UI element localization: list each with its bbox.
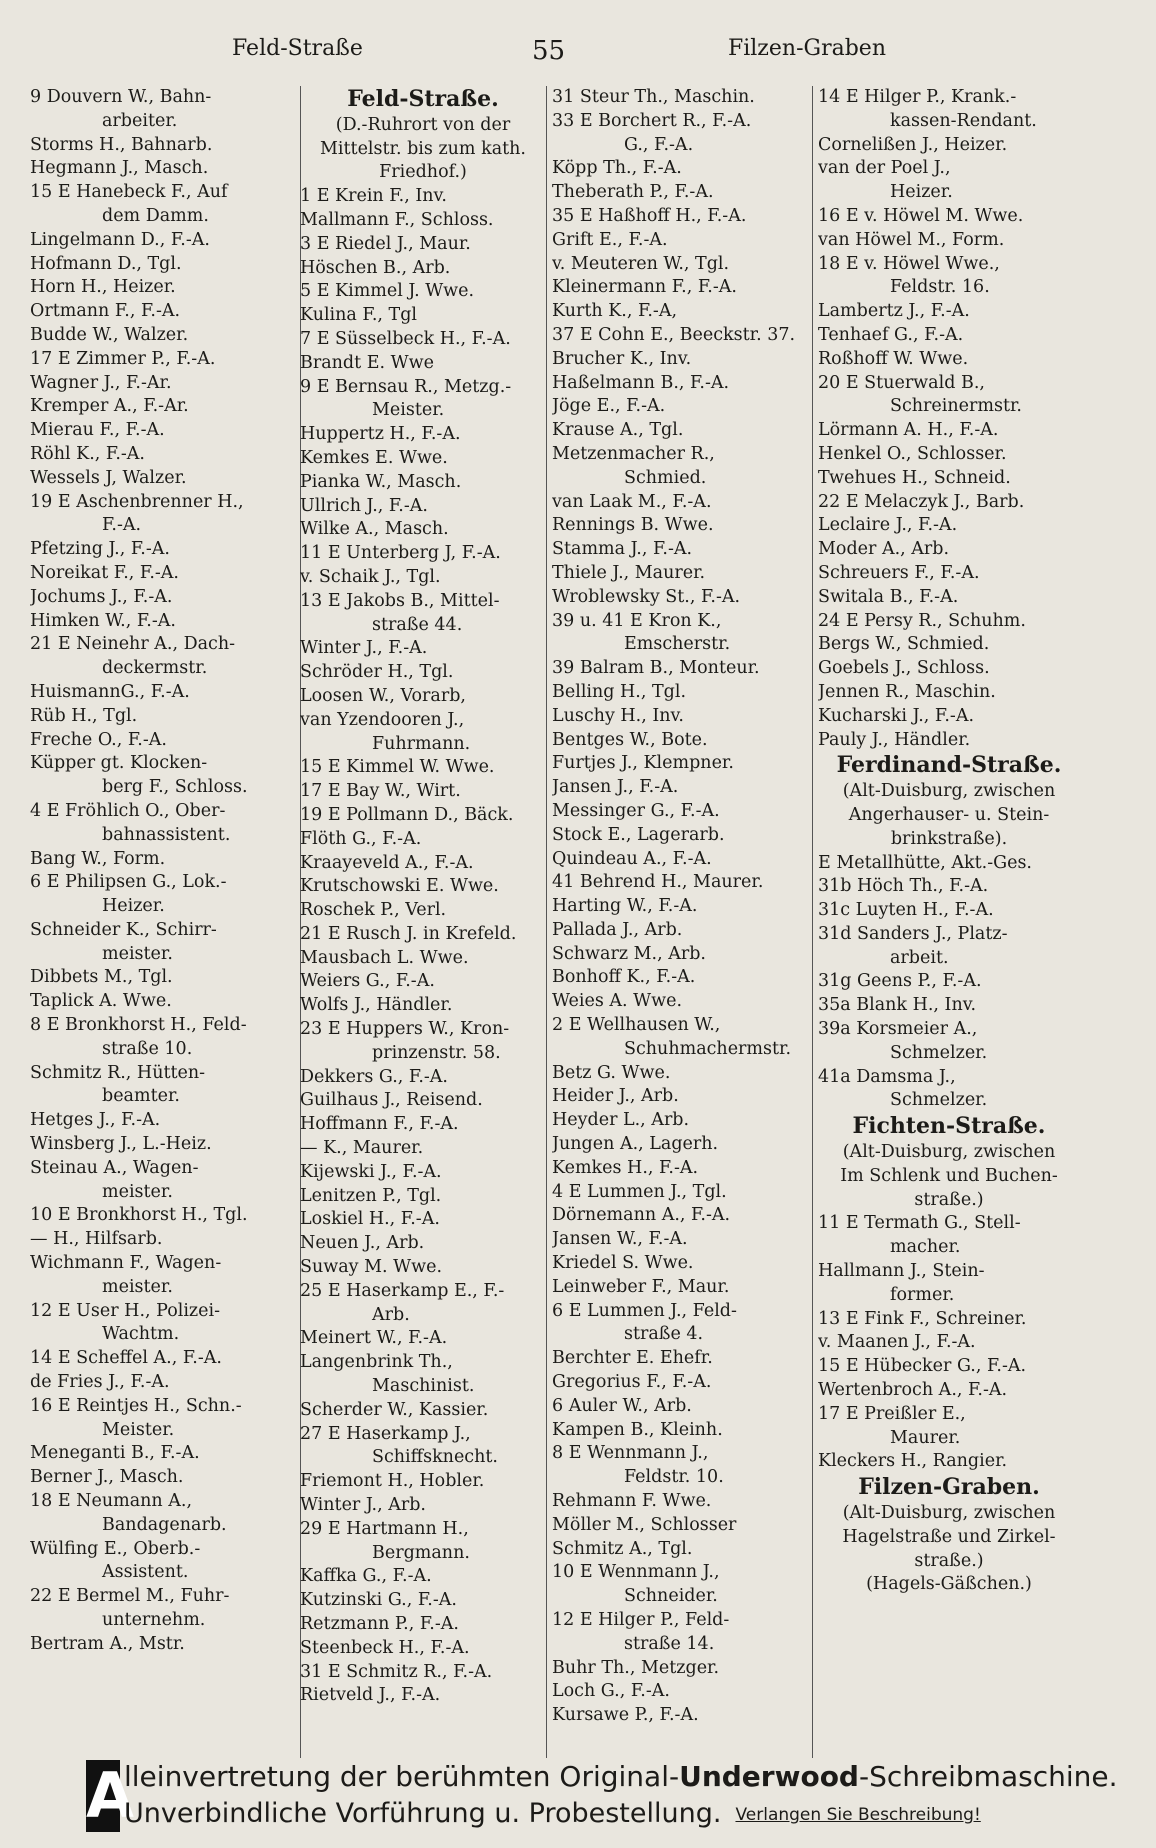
advertisement-footer <box>60 1759 1118 1840</box>
directory-entry: Wroblewsky St., F.-A. <box>552 586 741 607</box>
directory-entry: Lenitzen P., Tgl. <box>300 1185 442 1206</box>
page-header <box>0 36 1156 76</box>
directory-entry: Lingelmann D., F.-A. <box>30 229 210 250</box>
directory-entry: Langenbrink Th., <box>300 1352 453 1373</box>
directory-entry: de Fries J., F.-A. <box>30 1372 170 1393</box>
directory-entry: Loch G., F.-A. <box>552 1681 670 1702</box>
column-3 <box>552 86 810 1754</box>
directory-entry: Wülfing E., Oberb.- <box>30 1538 201 1559</box>
directory-entry: 17 E Preißler E., <box>818 1403 966 1424</box>
directory-entry: Weiers G., F.-A. <box>300 971 435 992</box>
directory-entry-continuation: Heizer. <box>890 182 953 203</box>
directory-entry: Schneider K., Schirr- <box>30 919 217 940</box>
directory-entry: Furtjes J., Klempner. <box>552 753 734 774</box>
directory-entry: Mierau F., F.-A. <box>30 420 165 441</box>
directory-entry-continuation: Maschinist. <box>372 1376 475 1397</box>
directory-entry: 31 E Schmitz R., F.-A. <box>300 1661 493 1682</box>
directory-entry: — H., Hilfsarb. <box>30 1229 163 1250</box>
directory-entry: Cornelißen J., Heizer. <box>818 134 1008 155</box>
street-description: Angerhauser- u. Stein- <box>848 804 1050 825</box>
directory-entry-continuation: Schmelzer. <box>890 1042 988 1063</box>
directory-entry: Winter J., Arb. <box>300 1495 426 1516</box>
directory-entry: Tenhaef G., F.-A. <box>818 324 964 345</box>
directory-entry: Freche O., F.-A. <box>30 729 167 750</box>
directory-entry: Grift E., F.-A. <box>552 229 668 250</box>
directory-entry: Schmitz R., Hütten- <box>30 1062 206 1083</box>
street-description: brinkstraße). <box>890 828 1008 849</box>
directory-entry-continuation: Arb. <box>372 1304 410 1325</box>
directory-entry-continuation: Wachtm. <box>102 1324 180 1345</box>
directory-entry: Jochums J., F.-A. <box>30 586 173 607</box>
directory-entry: Stock E., Lagerarb. <box>552 824 725 845</box>
directory-entry: Jansen W., F.-A. <box>552 1229 688 1250</box>
directory-entry: 12 E Hilger P., Feld- <box>552 1610 730 1630</box>
directory-entry: Budde W., Walzer. <box>30 324 189 345</box>
directory-entry: van Laak M., F.-A. <box>552 491 712 512</box>
directory-entry: 17 E Bay W., Wirt. <box>300 781 461 802</box>
directory-entry: Mallmann F., Schloss. <box>300 209 494 230</box>
directory-entry: Schwarz M., Arb. <box>552 943 706 964</box>
column-4 <box>818 86 1080 1754</box>
directory-entry: 14 E Scheffel A., F.-A. <box>30 1348 222 1369</box>
directory-entry: Brucher K., Inv. <box>552 348 692 369</box>
directory-entry-continuation: kassen-Rendant. <box>890 110 1037 131</box>
directory-entry: Jansen J., F.-A. <box>552 777 679 798</box>
directory-entry: Wichmann F., Wagen- <box>30 1253 222 1274</box>
directory-entry: Messinger G., F.-A. <box>552 800 720 821</box>
directory-entry: Lambertz J., F.-A. <box>818 301 970 322</box>
directory-entry: Röhl K., F.-A. <box>30 443 145 464</box>
directory-entry-continuation: F.-A. <box>102 515 142 536</box>
directory-entry: Kraayeveld A., F.-A. <box>300 852 474 873</box>
directory-entry: 41a Damsma J., <box>818 1066 956 1087</box>
directory-entry: Bergs W., Schmied. <box>818 634 990 655</box>
directory-entry: Kurth K., F.-A, <box>552 301 678 322</box>
directory-entry: Suway M. Wwe. <box>300 1257 443 1278</box>
directory-entry: Betz G. Wwe. <box>552 1062 671 1083</box>
directory-entry-continuation: Schmied. <box>624 467 707 488</box>
directory-entry: Loosen W., Vorarb, <box>300 685 466 706</box>
directory-entry: Himken W., F.-A. <box>30 610 176 631</box>
directory-entry: Gregorius F., F.-A. <box>552 1372 712 1393</box>
directory-entry: Henkel O., Schlosser. <box>818 443 1007 464</box>
directory-entry: 9 E Bernsau R., Metzg.- <box>300 376 512 397</box>
directory-entry: 24 E Persy R., Schuhm. <box>818 610 1026 631</box>
directory-entry: 10 E Bronkhorst H., Tgl. <box>30 1205 248 1226</box>
directory-entry-continuation: G., F.-A. <box>624 134 694 155</box>
directory-entry: Kursawe P., F.-A. <box>552 1705 699 1726</box>
directory-entry: Harting W., F.-A. <box>552 896 698 917</box>
directory-entry: Switala B., F.-A. <box>818 586 959 607</box>
directory-entry: 39 u. 41 E Kron K., <box>552 610 722 631</box>
directory-entry-continuation: macher. <box>890 1237 961 1258</box>
directory-entry: Kleckers H., Rangier. <box>818 1451 1008 1472</box>
directory-entry: Kutzinski G., F.-A. <box>300 1590 457 1611</box>
directory-entry: 39 Balram B., Monteur. <box>552 658 760 679</box>
directory-entry: Wilke A., Masch. <box>300 519 449 540</box>
ad-initial-letter: A <box>86 1759 134 1832</box>
street-description: Mittelstr. bis zum kath. <box>319 138 526 159</box>
ad-brand: Underwood <box>679 1760 859 1793</box>
directory-entry: 15 E Hanebeck F., Auf <box>30 182 228 203</box>
directory-entry-continuation: Schreinermstr. <box>890 396 1022 417</box>
ad-line-2 <box>124 1798 981 1829</box>
directory-entry: Küpper gt. Klocken- <box>30 753 208 774</box>
directory-entry: Wertenbroch A., F.-A. <box>818 1380 1008 1401</box>
directory-entry: Taplick A. Wwe. <box>30 991 172 1012</box>
directory-entry: Schreuers F., F.-A. <box>818 562 980 583</box>
directory-entry-continuation: arbeit. <box>890 947 949 968</box>
directory-entry: 6 E Lummen J., Feld- <box>552 1300 737 1321</box>
directory-entry: Wolfs J., Händler. <box>300 995 453 1016</box>
directory-entry: Bang W., Form. <box>30 848 166 869</box>
directory-entry-continuation: straße 10. <box>102 1038 193 1059</box>
directory-entry: Roßhoff W. Wwe. <box>818 348 969 369</box>
directory-entry-continuation: straße 44. <box>372 614 463 635</box>
directory-entry: Storms H., Bahnarb. <box>30 134 213 155</box>
directory-entry-continuation: meister. <box>102 943 173 964</box>
directory-entry: Ortmann F., F.-A. <box>30 301 181 322</box>
directory-entry: Hofmann D., Tgl. <box>30 253 182 274</box>
directory-entry: Pianka W., Masch. <box>300 471 462 492</box>
directory-entry: 33 E Borchert R., F.-A. <box>552 110 752 131</box>
directory-entry: 6 E Philipsen G., Lok.- <box>30 872 227 893</box>
directory-entry: Winter J., F.-A. <box>300 638 428 659</box>
directory-entry: 29 E Hartmann H., <box>300 1518 469 1539</box>
directory-entry: 31b Höch Th., F.-A. <box>818 876 989 897</box>
directory-entry: 12 E User H., Polizei- <box>30 1300 221 1321</box>
directory-entry: 2 E Wellhausen W., <box>552 1015 721 1036</box>
directory-entry: Guilhaus J., Reisend. <box>300 1090 483 1111</box>
directory-entry: 9 Douvern W., Bahn- <box>30 87 212 107</box>
directory-entry: Leinweber F., Maur. <box>552 1276 730 1297</box>
directory-entry: 6 Auler W., Arb. <box>552 1395 692 1416</box>
header-left-street: Feld-Straße <box>232 36 363 61</box>
directory-entry: Heider J., Arb. <box>552 1086 679 1107</box>
directory-entry: Retzmann P., F.-A. <box>300 1614 459 1634</box>
directory-entry: Weies A. Wwe. <box>552 991 683 1012</box>
ad-line-1-part-a: lleinvertretung der berühmten Original- <box>124 1760 680 1793</box>
street-description: (Alt-Duisburg, zwischen <box>842 1503 1056 1524</box>
directory-entry: 19 E Aschenbrenner H., <box>30 491 244 512</box>
directory-entry: 21 E Neinehr A., Dach- <box>30 634 236 655</box>
directory-entry: Ullrich J., F.-A. <box>300 495 428 516</box>
directory-entry: Heyder L., Arb. <box>552 1110 690 1131</box>
street-heading: Feld-Straße. <box>347 88 499 112</box>
directory-entry: Kulina F., Tgl <box>300 305 417 326</box>
directory-entry-continuation: prinzenstr. 58. <box>372 1042 501 1063</box>
directory-entry: Bentges W., Bote. <box>552 729 708 750</box>
directory-entry: 15 E Kimmel W. Wwe. <box>300 757 495 778</box>
directory-entry: 18 E v. Höwel Wwe., <box>818 253 1000 274</box>
directory-entry: Luschy H., Inv. <box>552 705 684 726</box>
directory-entry: Meinert W., F.-A. <box>300 1328 448 1349</box>
directory-entry: Krutschowski E. Wwe. <box>300 876 499 897</box>
directory-entry: 23 E Huppers W., Kron- <box>300 1019 510 1040</box>
directory-entry: Pauly J., Händler. <box>818 729 971 750</box>
directory-entry: Twehues H., Schneid. <box>818 467 1011 488</box>
directory-entry-continuation: dem Damm. <box>102 205 209 226</box>
directory-entry: Lörmann A. H., F.-A. <box>818 420 999 441</box>
directory-entry: 22 E Bermel M., Fuhr- <box>30 1586 230 1607</box>
directory-entry-continuation: deckermstr. <box>102 658 208 679</box>
directory-entry: Mausbach L. Wwe. <box>300 947 469 968</box>
directory-entry-continuation: straße 4. <box>624 1324 704 1345</box>
directory-entry: 16 E v. Höwel M. Wwe. <box>818 205 1024 226</box>
directory-entry: Kemkes E. Wwe. <box>300 447 448 468</box>
directory-entry: Loskiel H., F.-A. <box>300 1209 440 1230</box>
directory-entry: 35 E Haßhoff H., F.-A. <box>552 205 747 226</box>
directory-entry: Quindeau A., F.-A. <box>552 848 712 869</box>
directory-entry-continuation: meister. <box>102 1276 173 1297</box>
page-number: 55 <box>532 36 566 66</box>
directory-entry-continuation: bahnassistent. <box>102 824 231 845</box>
column-2 <box>300 86 546 1754</box>
directory-entry: — K., Maurer. <box>300 1138 424 1159</box>
directory-entry: 11 E Termath G., Stell- <box>818 1213 1021 1234</box>
directory-entry-continuation: Schneider. <box>624 1586 718 1607</box>
directory-entry: v. Maanen J., F.-A. <box>818 1332 976 1353</box>
directory-entry: 27 E Haserkamp J., <box>300 1423 471 1444</box>
directory-entry: Thiele J., Maurer. <box>552 562 706 583</box>
directory-entry: 1 E Krein F., Inv. <box>300 186 447 207</box>
directory-entry-continuation: Heizer. <box>102 896 165 917</box>
directory-entry: Buhr Th., Metzger. <box>552 1657 720 1678</box>
directory-entry-continuation: berg F., Schloss. <box>102 777 248 798</box>
ad-line-2-text: Unverbindliche Vorführung u. Probestellung. <box>124 1798 722 1829</box>
directory-entry: 14 E Hilger P., Krank.- <box>818 87 1017 107</box>
directory-entry: 25 E Haserkamp E., F.- <box>300 1280 505 1301</box>
directory-entry: Schröder H., Tgl. <box>300 662 454 683</box>
directory-entry: 31g Geens P., F.-A. <box>818 971 982 992</box>
directory-entry: 16 E Reintjes H., Schn.- <box>30 1395 242 1416</box>
street-description: straße.) <box>914 1550 984 1571</box>
directory-entry: Kriedel S. Wwe. <box>552 1253 694 1274</box>
directory-entry: 15 E Hübecker G., F.-A. <box>818 1356 1027 1377</box>
directory-entry: Brandt E. Wwe <box>300 352 434 373</box>
street-description: (Alt-Duisburg, zwischen <box>842 781 1056 802</box>
directory-entry: Dörnemann A., F.-A. <box>552 1205 731 1226</box>
directory-entry: Flöth G., F.-A. <box>300 828 422 849</box>
directory-entry: v. Meuteren W., Tgl. <box>552 253 730 274</box>
directory-entry: Dekkers G., F.-A. <box>300 1066 448 1087</box>
directory-entry: Berchter E. Ehefr. <box>552 1348 713 1369</box>
directory-entry: van der Poel J., <box>818 158 951 179</box>
street-description: (D.-Ruhrort von der <box>335 114 511 135</box>
directory-entry: Jöge E., F.-A. <box>552 396 666 417</box>
street-heading: Ferdinand-Straße. <box>836 754 1062 779</box>
directory-entry: Dibbets M., Tgl. <box>30 967 173 988</box>
directory-entry: 18 E Neumann A., <box>30 1491 193 1512</box>
directory-entry: Jennen R., Maschin. <box>818 681 996 702</box>
directory-entry: 21 E Rusch J. in Krefeld. <box>300 923 517 944</box>
column-divider <box>546 86 547 1758</box>
directory-entry: 11 E Unterberg J, F.-A. <box>300 543 501 564</box>
street-description: Im Schlenk und Buchen- <box>840 1165 1058 1186</box>
directory-entry-continuation: Schmelzer. <box>890 1090 988 1111</box>
directory-entry: Theberath P., F.-A. <box>552 182 714 203</box>
directory-entry: 4 E Fröhlich O., Ober- <box>30 800 226 821</box>
column-1 <box>30 86 292 1754</box>
directory-entry: Kleinermann F., F.-A. <box>552 277 737 298</box>
directory-entry-continuation: Feldstr. 10. <box>624 1467 724 1488</box>
directory-entry-continuation: Schiffsknecht. <box>372 1447 498 1468</box>
directory-entry: Hegmann J., Masch. <box>30 158 209 179</box>
directory-entry-continuation: former. <box>890 1284 955 1305</box>
directory-entry: 4 E Lummen J., Tgl. <box>552 1181 727 1202</box>
directory-entry: Jungen A., Lagerh. <box>552 1134 719 1155</box>
directory-entry: E Metallhütte, Akt.-Ges. <box>818 852 1032 873</box>
directory-entry: 37 E Cohn E., Beeckstr. 37. <box>552 324 796 345</box>
directory-entry: Noreikat F., F.-A. <box>30 562 179 583</box>
directory-entry: Hoffmann F., F.-A. <box>300 1114 459 1135</box>
directory-entry: 22 E Melaczyk J., Barb. <box>818 491 1025 512</box>
directory-entry: Rüb H., Tgl. <box>30 705 138 726</box>
directory-entry: Möller M., Schlosser <box>552 1514 737 1535</box>
directory-entry: Krause A., Tgl. <box>552 420 684 441</box>
directory-entry-continuation: Maurer. <box>890 1427 961 1448</box>
ad-request-description: Verlangen Sie Beschreibung! <box>735 1805 981 1825</box>
directory-entry: Schmitz A., Tgl. <box>552 1538 693 1559</box>
directory-entry: Haßelmann B., F.-A. <box>552 372 730 393</box>
directory-entry-continuation: Meister. <box>372 400 445 421</box>
directory-entry-continuation: Schuhmachermstr. <box>624 1038 792 1059</box>
directory-entry: v. Schaik J., Tgl. <box>300 566 441 587</box>
directory-entry-continuation: arbeiter. <box>102 110 178 131</box>
directory-entry: Kijewski J., F.-A. <box>300 1161 442 1182</box>
directory-entry: Rennings B. Wwe. <box>552 515 714 536</box>
directory-entry: Roschek P., Verl. <box>300 900 447 921</box>
directory-entry-continuation: Feldstr. 16. <box>890 277 990 298</box>
directory-entry: Scherder W., Kassier. <box>300 1399 489 1420</box>
directory-entry: 35a Blank H., Inv. <box>818 995 977 1016</box>
directory-entry: 31c Luyten H., F.-A. <box>818 900 994 921</box>
directory-entry: Pfetzing J., F.-A. <box>30 539 170 560</box>
directory-entry: Huppertz H., F.-A. <box>300 424 461 445</box>
street-heading: Filzen-Graben. <box>858 1476 1040 1501</box>
directory-entry: Hetges J., F.-A. <box>30 1110 161 1131</box>
directory-entry-continuation: Bandagenarb. <box>102 1514 227 1535</box>
directory-entry: Höschen B., Arb. <box>300 257 451 278</box>
directory-entry-continuation: Fuhrmann. <box>372 733 471 754</box>
directory-entry: Bertram A., Mstr. <box>30 1633 185 1654</box>
ad-line-1 <box>124 1760 1118 1793</box>
street-description: (Hagels-Gäßchen.) <box>866 1574 1032 1595</box>
directory-entry: 39a Korsmeier A., <box>818 1019 978 1040</box>
street-description: Friedhof.) <box>379 162 467 183</box>
directory-entry: Pallada J., Arb. <box>552 919 683 940</box>
directory-entry: 17 E Zimmer P., F.-A. <box>30 348 216 369</box>
directory-entry: Kampen B., Kleinh. <box>552 1419 723 1440</box>
directory-entry: Metzenmacher R., <box>552 443 715 464</box>
directory-entry: Winsberg J., L.-Heiz. <box>30 1134 212 1155</box>
directory-entry: Steenbeck H., F.-A. <box>300 1637 470 1658</box>
directory-entry: 8 E Wennmann J., <box>552 1443 709 1464</box>
directory-entry: Köpp Th., F.-A. <box>552 158 682 179</box>
directory-entry: Kemkes H., F.-A. <box>552 1157 699 1178</box>
directory-entry-continuation: meister. <box>102 1181 173 1202</box>
directory-entry: Kremper A., F.-Ar. <box>30 396 189 417</box>
directory-entry: Hallmann J., Stein- <box>818 1261 985 1282</box>
directory-entry: 13 E Fink F., Schreiner. <box>818 1308 1027 1329</box>
directory-entry: 19 E Pollmann D., Bäck. <box>300 804 514 825</box>
directory-entry-continuation: Emscherstr. <box>624 634 731 655</box>
directory-entry: 31 Steur Th., Maschin. <box>552 87 755 107</box>
directory-entry: van Yzendooren J., <box>300 709 465 730</box>
directory-entry-continuation: straße 14. <box>624 1633 715 1654</box>
directory-entry: 7 E Süsselbeck H., F.-A. <box>300 328 511 349</box>
directory-entry-continuation: Meister. <box>102 1419 175 1440</box>
directory-entry: Belling H., Tgl. <box>552 681 687 702</box>
directory-entry-continuation: Bergmann. <box>372 1542 470 1563</box>
directory-entry-continuation: Assistent. <box>102 1562 189 1583</box>
directory-entry: Steinau A., Wagen- <box>30 1157 199 1178</box>
directory-entry-continuation: unternehm. <box>102 1610 206 1630</box>
ad-line-1-part-c: -Schreibmaschine. <box>858 1760 1118 1793</box>
directory-entry: Leclaire J., F.-A. <box>818 515 958 536</box>
directory-entry: van Höwel M., Form. <box>818 229 1005 250</box>
street-heading: Fichten-Straße. <box>852 1115 1046 1140</box>
directory-entry: Goebels J., Schloss. <box>818 658 990 679</box>
directory-entry: Horn H., Heizer. <box>30 277 176 298</box>
directory-entry-continuation: beamter. <box>102 1086 180 1107</box>
directory-entry: Meneganti B., F.-A. <box>30 1443 200 1464</box>
directory-entry: Rietveld J., F.-A. <box>300 1685 441 1706</box>
directory-entry: 3 E Riedel J., Maur. <box>300 233 471 254</box>
directory-entry: Berner J., Masch. <box>30 1467 184 1488</box>
directory-entry: Kaffka G., F.-A. <box>300 1566 432 1587</box>
street-description: straße.) <box>914 1189 984 1210</box>
directory-entry: 20 E Stuerwald B., <box>818 372 985 393</box>
directory-entry: Friemont H., Hobler. <box>300 1471 485 1492</box>
directory-entry: 10 E Wennmann J., <box>552 1562 720 1583</box>
directory-entry: 8 E Bronkhorst H., Feld- <box>30 1015 247 1036</box>
directory-entry: Bonhoff K., F.-A. <box>552 967 696 988</box>
header-right-street: Filzen-Graben <box>727 36 886 61</box>
column-divider <box>812 86 813 1758</box>
directory-entry: Moder A., Arb. <box>818 539 950 560</box>
directory-entry: Kucharski J., F.-A. <box>818 705 975 726</box>
directory-entry: Wagner J., F.-Ar. <box>30 372 172 393</box>
directory-entry: Rehmann F. Wwe. <box>552 1491 712 1512</box>
directory-entry: 5 E Kimmel J. Wwe. <box>300 281 475 302</box>
directory-entry: 31d Sanders J., Platz- <box>818 923 1008 944</box>
directory-entry: 41 Behrend H., Maurer. <box>552 872 764 893</box>
street-description: (Alt-Duisburg, zwischen <box>842 1142 1056 1163</box>
directory-entry: HuismannG., F.-A. <box>30 681 190 702</box>
directory-entry: Wessels J, Walzer. <box>30 467 187 488</box>
directory-entry: Neuen J., Arb. <box>300 1233 425 1254</box>
directory-entry: 13 E Jakobs B., Mittel- <box>300 590 500 611</box>
directory-entry: Stamma J., F.-A. <box>552 539 693 560</box>
street-description: Hagelstraße und Zirkel- <box>842 1526 1056 1547</box>
